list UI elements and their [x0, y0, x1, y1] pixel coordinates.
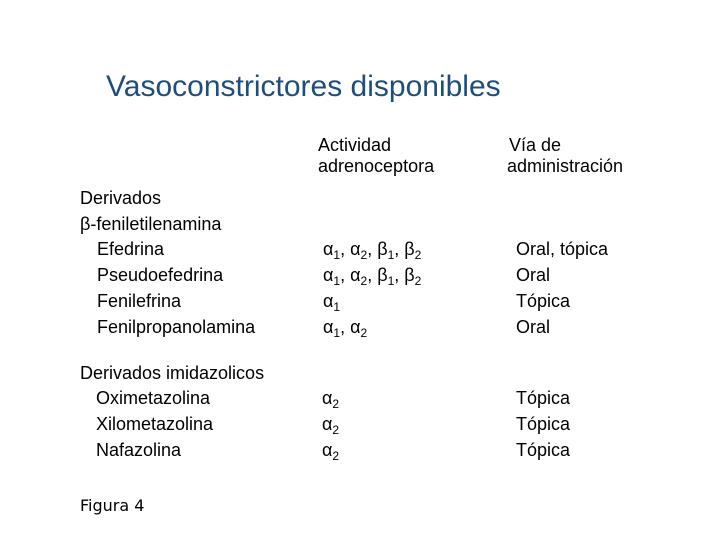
- header-route-line1: Vía de: [509, 135, 562, 155]
- header-activity-line2: adrenoceptora: [318, 156, 435, 176]
- receptor-symbol: α: [322, 440, 333, 460]
- drug-name: Efedrina: [97, 239, 165, 259]
- receptor-subtype: 2: [332, 397, 340, 411]
- receptor-activity: [322, 437, 339, 469]
- receptor-symbol: α: [350, 265, 361, 285]
- receptor-subtype: 1: [333, 248, 341, 262]
- header-route-line2: administración: [507, 156, 624, 176]
- drug-name: Nafazolina: [96, 440, 182, 460]
- administration-route: Oral: [516, 265, 551, 285]
- drug-name: Xilometazolina: [96, 414, 214, 434]
- header-route: [507, 135, 623, 177]
- group-heading-line: β-feniletilenamina: [80, 214, 222, 234]
- receptor-activity: $\alpha_1$, $\alpha_2$, $\beta_1$, $\beta_2$: [323, 239, 422, 262]
- receptor-symbol: α: [323, 239, 334, 259]
- administration-route: Tópica: [516, 414, 571, 434]
- receptor-subtype: 2: [414, 248, 422, 262]
- receptor-symbol: α: [323, 317, 334, 337]
- header-activity-line1: Actividad: [318, 135, 392, 155]
- receptor-activity: $\alpha_1$, $\alpha_2$: [323, 317, 368, 340]
- administration-route: Tópica: [516, 388, 571, 408]
- group-heading-imidazoline: [80, 360, 264, 386]
- receptor-subtype: 2: [332, 423, 340, 437]
- group-heading-line: Derivados imidazolicos: [80, 363, 265, 383]
- receptor-subtype: 2: [360, 326, 368, 340]
- drug-name: Fenilpropanolamina: [97, 317, 256, 337]
- group-heading-line: Derivados: [80, 188, 162, 208]
- receptor-symbol: α: [323, 291, 334, 311]
- administration-route: Oral: [516, 317, 551, 337]
- receptor-subtype: 1: [333, 326, 341, 340]
- header-activity: [318, 135, 434, 177]
- drug-name: Oximetazolina: [96, 388, 211, 408]
- receptor-symbol: α: [322, 414, 333, 434]
- group-heading-phenylethylamine: [80, 185, 221, 237]
- receptor-symbol: α: [350, 239, 361, 259]
- receptor-subtype: 2: [360, 274, 368, 288]
- receptor-symbol: β: [377, 239, 388, 259]
- drug-name: Fenilefrina: [97, 291, 182, 311]
- receptor-subtype: 2: [360, 248, 368, 262]
- slide-title: Vasoconstrictores disponibles: [106, 70, 501, 103]
- receptor-subtype: 2: [414, 274, 422, 288]
- receptor-subtype: 2: [332, 449, 340, 463]
- receptor-subtype: 1: [387, 248, 395, 262]
- receptor-symbol: α: [350, 317, 361, 337]
- receptor-symbol: α: [323, 265, 334, 285]
- receptor-symbol: β: [404, 265, 415, 285]
- administration-route: Tópica: [516, 291, 571, 311]
- drug-name: Pseudoefedrina: [97, 265, 224, 285]
- receptor-symbol: β: [377, 265, 388, 285]
- administration-route: Oral, tópica: [516, 239, 609, 259]
- figure-caption: Figura 4: [80, 496, 145, 515]
- receptor-subtype: 1: [333, 300, 341, 314]
- receptor-subtype: 1: [387, 274, 395, 288]
- receptor-symbol: β: [404, 239, 415, 259]
- receptor-symbol: α: [322, 388, 333, 408]
- administration-route: Tópica: [516, 440, 571, 460]
- receptor-activity: $\alpha_1$, $\alpha_2$, $\beta_1$, $\beta_2$: [323, 265, 422, 288]
- receptor-subtype: 1: [333, 274, 341, 288]
